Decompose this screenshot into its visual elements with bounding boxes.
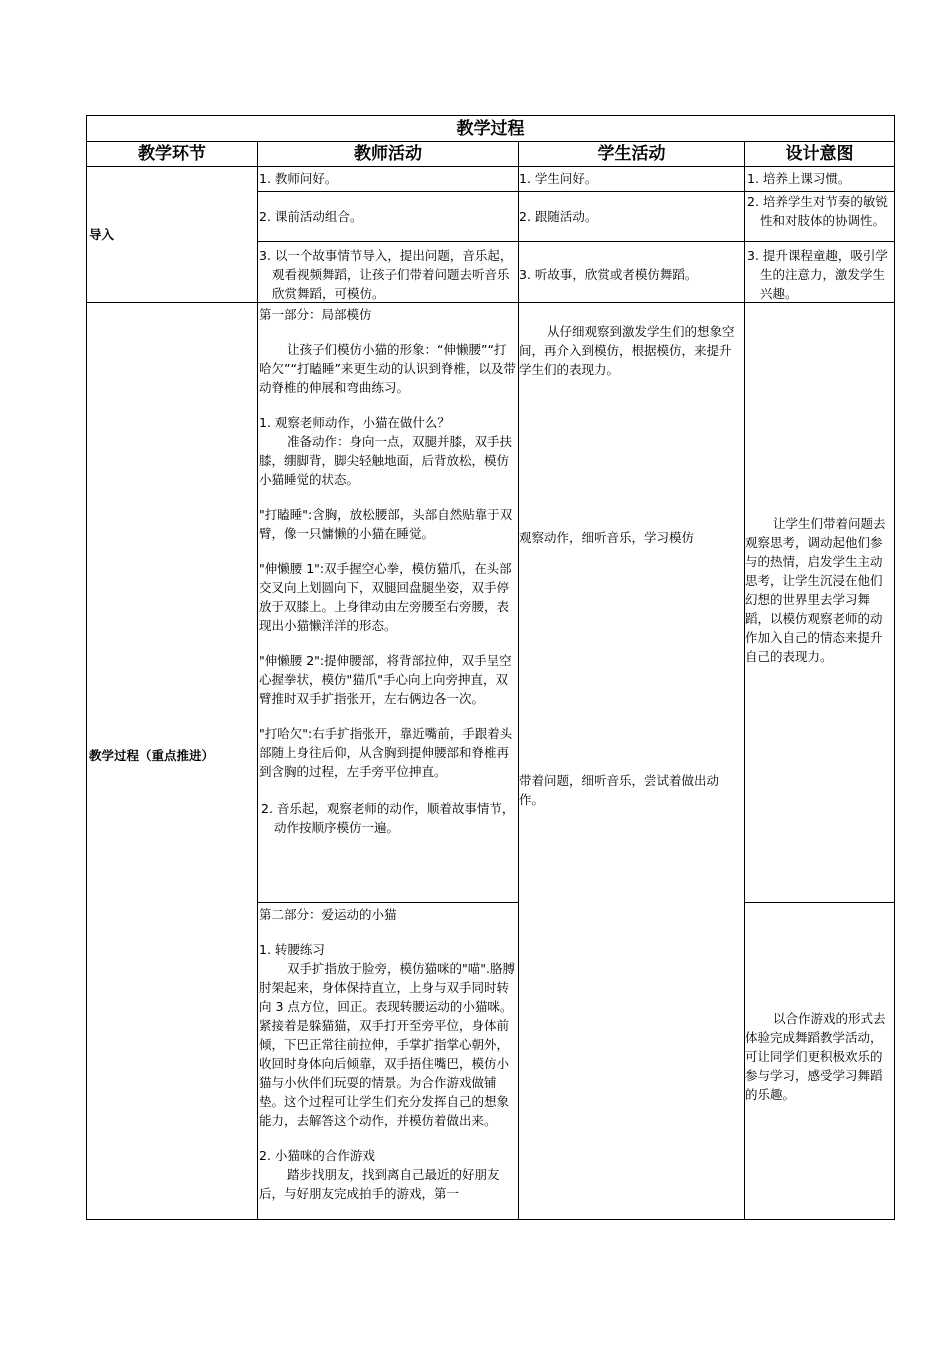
rule-part2-intent [744,902,894,903]
stage-intro: 导入 [89,227,115,242]
col-rule-1 [257,141,258,1219]
part1-yawn: "打哈欠":右手扩指张开，靠近嘴前，手跟着头部随上身往后仰，从含胸到提伸腰部和脊椎再到含胸的过程，左手旁平位抻直。 [259,726,513,779]
intro-teacher-1: 1. 教师问好。 [259,171,338,186]
part2-intent: 以合作游戏的形式去体验完成舞蹈教学活动，可让同学们更积极欢乐的参与学习，感受学习舞蹈的乐趣。 [745,1011,886,1102]
intro-student-3: 3. 听故事，欣赏或者模仿舞蹈。 [519,267,698,282]
rule-part2 [257,902,519,903]
header-teacher: 教师活动 [354,144,422,164]
part2-s1-title: 1. 转腰练习 [259,942,325,957]
part1-title: 第一部分：局部模仿 [259,307,372,322]
header-intent: 设计意图 [785,144,854,164]
part1-q2: 2. 音乐起，观察老师的动作，顺着故事情节，动作按顺序模仿一遍。 [261,801,515,835]
header-stage: 教学环节 [138,144,206,164]
part2-s1-body: 双手扩指放于脸旁，模仿猫咪的"喵".胳膊肘架起来，身体保持直立，上身与双手同时转向 3 点方位，回正。表现转腰运动的小猫咪。紧接着是躲猫猫，双手打开至旁平位，身体前倾，下巴正常往前拉伸，手掌扩指掌心朝外，收回时身体向后倾靠，双手捂住嘴巴，模仿小猫与小伙伴们玩耍的情景。为合作游戏做铺垫。这个过程可让学生们充分发挥自己的想象能力，去解答这个动作，并模仿着做出来。 [259,961,515,1128]
part1-stretch2: "伸懒腰 2":提伸腰部，将背部拉伸，双手呈空心握拳状，模仿"猫爪"手心向上向旁抻直，双臂推时双手扩指张开，左右俩边各一次。 [259,653,512,706]
intro-intent-3: 3. 提升课程童趣，吸引学生的注意力，激发学生兴趣。 [747,248,888,301]
stage-process: 教学过程（重点推进） [89,748,215,763]
rule-header [87,166,894,167]
part1-intro: 让孩子们模仿小猫的形象：“伸懒腰”“打哈欠”“打瞌睡”来更生动的认识到脊椎，以及带动脊椎的伸展和弯曲练习。 [259,342,516,395]
part1-intent: 让学生们带着问题去观察思考，调动起他们参与的热情，启发学生主动思考，让学生沉浸在他们幻想的世界里去学习舞蹈，以模仿观察老师的动作加入自己的情态来提升自己的表现力。 [745,516,886,664]
part1-q1: 1. 观察老师动作，小猫在做什么？ [259,415,450,430]
part1-student-a: 从仔细观察到激发学生们的想象空间，再介入到模仿，根据模仿，来提升学生们的表现力。 [519,324,735,377]
lesson-table [86,115,895,1220]
part1-student-b: 观察动作，细听音乐，学习模仿 [519,530,695,545]
intro-teacher-2: 2. 课前活动组合。 [259,209,363,224]
table-title: 教学过程 [456,119,525,139]
part1-doze: "打瞌睡":含胸，放松腰部，头部自然贴靠于双臂，像一只慵懒的小猫在睡觉。 [259,507,513,541]
part2-teacher [259,905,516,1219]
header-student: 学生活动 [597,144,666,164]
rule-intro-2 [257,241,894,242]
intro-teacher-3: 3. 以一个故事情节导入，提出问题，音乐起，观看视频舞蹈，让孩子们带着问题去听音乐欣赏舞蹈，可模仿。 [259,248,513,301]
part1-teacher [259,305,516,900]
part1-student-c: 带着问题，细听音乐，尝试着做出动作。 [519,773,720,807]
part2-title: 第二部分：爱运动的小猫 [259,907,397,922]
intro-intent-1: 1. 培养上课习惯。 [747,171,851,186]
part1-stretch1: "伸懒腰 1":双手握空心拳，模仿猫爪，在头部交叉向上划圆向下，双腿回盘腿坐姿，双手停放于双膝上。上身律动由左旁腰至右旁腰，表现出小猫懒洋洋的形态。 [259,561,512,633]
intro-student-1: 1. 学生问好。 [519,171,598,186]
part1-prep: 准备动作：身向一点，双腿并膝，双手扶膝，绷脚背，脚尖轻触地面，后背放松，模仿小猫睡觉的状态。 [259,434,513,487]
part2-s2-title: 2. 小猫咪的合作游戏 [259,1148,375,1163]
col-rule-2 [518,141,519,1219]
part2-s2-body: 踏步找朋友，找到离自己最近的好朋友后，与好朋友完成拍手的游戏，第一 [259,1167,500,1201]
intro-student-2: 2. 跟随活动。 [519,209,598,224]
intro-intent-2: 2. 培养学生对节奏的敏锐性和对肢体的协调性。 [747,194,888,228]
